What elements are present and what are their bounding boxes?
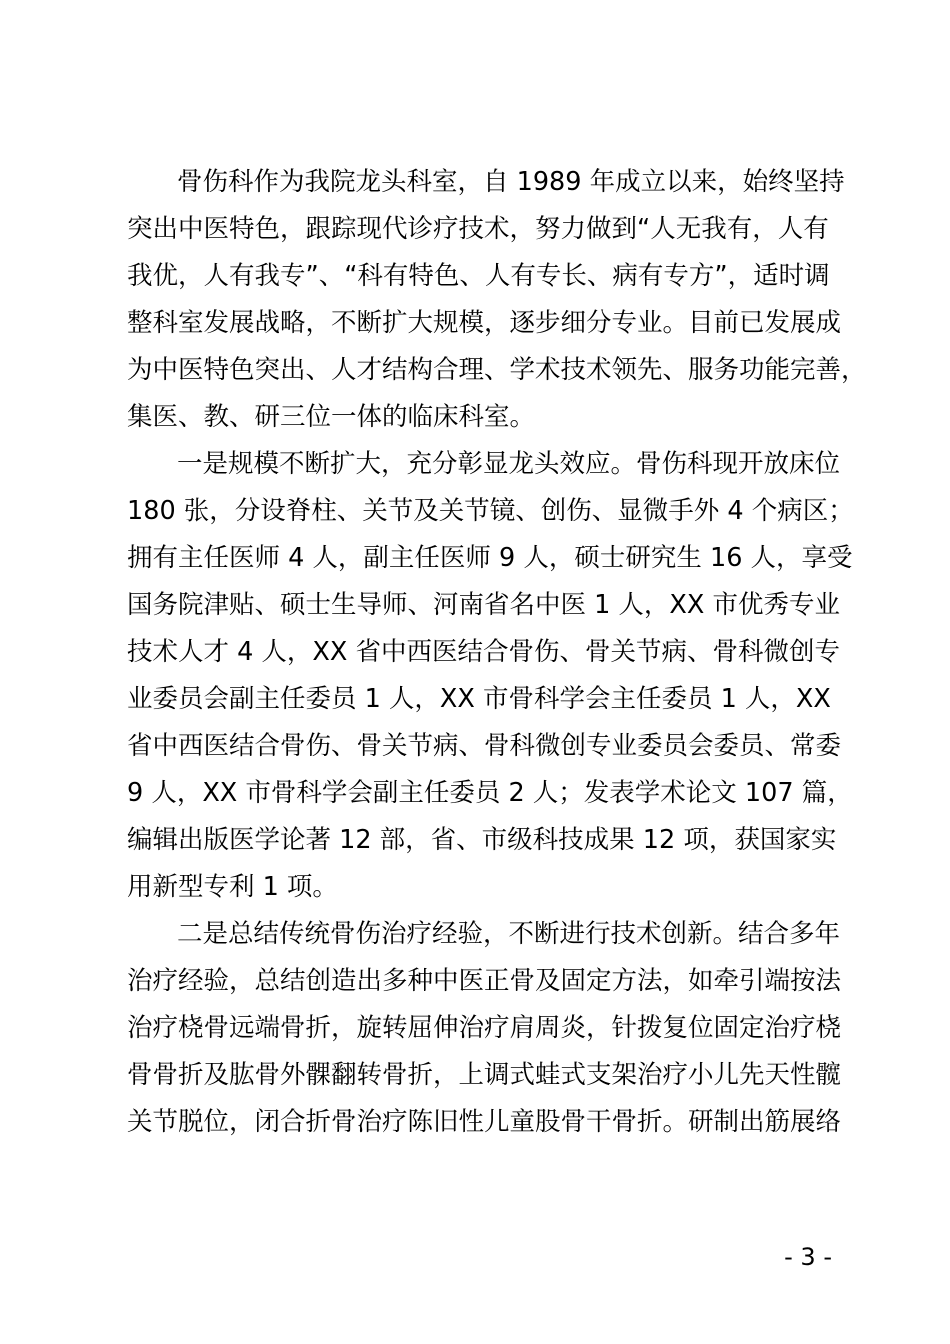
text-line: 治疗经验，总结创造出多种中医正骨及固定方法，如牵引端按法	[127, 966, 842, 996]
text-line: 集医、教、研三位一体的临床科室。	[127, 402, 536, 432]
text-line: 我优，人有我专”、“科有特色、人有专长、病有专方”，适时调	[127, 261, 830, 291]
text-line: 技术人才 4 人，XX 省中西医结合骨伤、骨关节病、骨科微创专	[127, 637, 840, 667]
text-line: 关节脱位，闭合折骨治疗陈旧性儿童股骨干骨折。研制出筋展络	[127, 1107, 842, 1137]
text-line: 整科室发展战略，不断扩大规模，逐步细分专业。目前已发展成	[127, 308, 842, 338]
text-line: 一是规模不断扩大，充分彰显龙头效应。骨伤科现开放床位	[177, 449, 841, 479]
text-line: 国务院津贴、硕士生导师、河南省名中医 1 人，XX 市优秀专业	[127, 590, 840, 620]
page-number: - 3 -	[784, 1243, 832, 1271]
text-line: 9 人，XX 市骨科学会副主任委员 2 人；发表学术论文 107 篇，	[127, 778, 853, 808]
text-line: 为中医特色突出、人才结构合理、学术技术领先、服务功能完善，	[127, 355, 867, 385]
text-line: 拥有主任医师 4 人，副主任医师 9 人，硕士研究生 16 人，享受	[127, 543, 853, 573]
text-line: 180 张，分设脊柱、关节及关节镜、创伤、显微手外 4 个病区；	[127, 496, 854, 526]
text-line: 业委员会副主任委员 1 人，XX 市骨科学会主任委员 1 人，XX	[127, 684, 831, 714]
text-line: 编辑出版医学论著 12 部，省、市级科技成果 12 项，获国家实	[127, 825, 837, 855]
text-line: 骨伤科作为我院龙头科室，自 1989 年成立以来，始终坚持	[177, 167, 845, 197]
text-line: 骨骨折及肱骨外髁翻转骨折，上调式蛙式支架治疗小儿先天性髋	[127, 1060, 842, 1090]
text-line: 省中西医结合骨伤、骨关节病、骨科微创专业委员会委员、常委	[127, 731, 842, 761]
text-line: 治疗桡骨远端骨折，旋转屈伸治疗肩周炎，针拨复位固定治疗桡	[127, 1013, 842, 1043]
text-line: 突出中医特色，跟踪现代诊疗技术，努力做到“人无我有，人有	[127, 214, 829, 244]
text-line: 二是总结传统骨伤治疗经验，不断进行技术创新。结合多年	[177, 919, 841, 949]
text-line: 用新型专利 1 项。	[127, 872, 338, 902]
